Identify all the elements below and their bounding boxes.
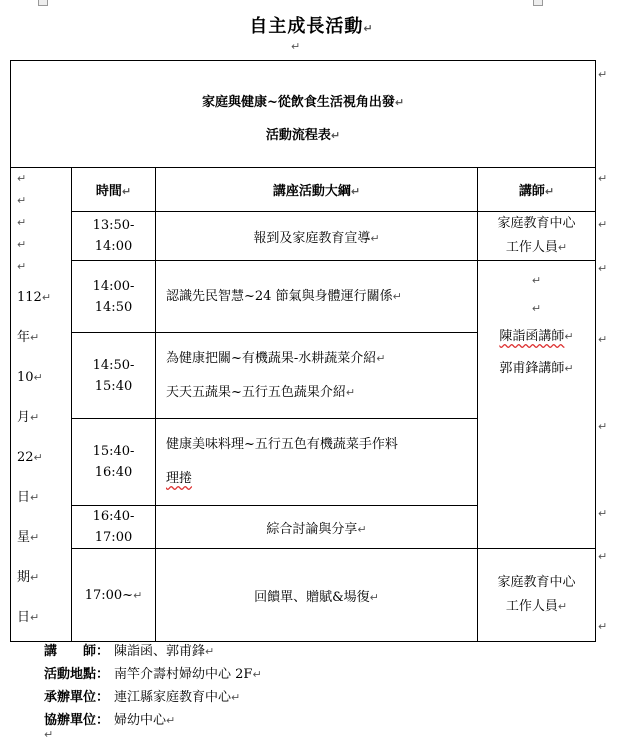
paragraph-mark: ↵ [531,302,542,315]
paragraph-mark: ↵ [33,371,43,384]
paragraph-mark: ↵ [30,611,40,624]
paragraph-mark: ↵ [205,645,215,658]
paragraph-mark: ↵ [252,668,262,681]
paragraph-mark: ↵ [291,40,301,53]
time-cell: 14:50- 15:40 [72,333,156,419]
paragraph-mark: ↵ [557,600,568,613]
time-cell: 15:40- 16:40 [72,419,156,506]
paragraph-mark: ↵ [17,216,27,229]
date-month-char: 月 [17,410,31,425]
paragraph-mark: ↵ [121,185,132,198]
outline-cell: 健康美味料理~五行五色有機蔬菜手作料 理捲 [156,419,478,506]
date-day-char: 日 [17,490,31,505]
paragraph-mark: ↵ [598,507,608,520]
paragraph-mark: ↵ [557,241,568,254]
paragraph-mark: ↵ [41,291,52,304]
date-month: 10 [17,370,34,385]
date-weekday-char1: 星 [17,530,31,545]
paragraph-mark: ↵ [598,68,608,81]
table-row [11,261,596,333]
column-header-time: 時間↵ [72,168,156,212]
paragraph-mark: ↵ [30,411,40,424]
paragraph-mark: ↵ [17,260,27,273]
column-header-row [11,168,596,212]
table-row [11,549,596,642]
paragraph-mark: ↵ [598,218,608,231]
paragraph-mark: ↵ [394,96,405,109]
paragraph-mark: ↵ [350,185,361,198]
outline-cell: 為健康把關~有機蔬果-水耕蔬菜介紹↵ 天天五蔬果~五行五色蔬果介紹↵ [156,333,478,419]
page-title-text: 自主成長活動 [249,16,364,37]
info-location: 活動地點： 南竿介壽村婦幼中心 2F↵ [44,667,262,682]
column-header-outline: 講座活動大綱↵ [156,168,478,212]
paragraph-mark: ↵ [564,362,574,375]
lecturer-cell: 家庭教育中心 工作人員↵ [478,549,596,642]
date-year-char: 年 [17,330,31,345]
date-weekday-char2: 期 [17,570,31,585]
paragraph-mark: ↵ [17,238,27,251]
time-cell: 14:00- 14:50 [72,261,156,333]
paragraph-mark: ↵ [392,289,402,303]
paragraph-mark: ↵ [30,491,40,504]
ruler-marker-left[interactable] [38,0,48,6]
paragraph-mark: ↵ [598,550,608,563]
table-heading-line2: 活動流程表 [265,128,331,143]
lecturer-cell: 家庭教育中心 工作人員↵ [478,212,596,261]
info-co-organizer: 協辦單位： 婦幼中心↵ [44,713,176,728]
info-organizer: 承辦單位： 連江縣家庭教育中心↵ [44,690,241,705]
date-year: 112 [17,290,42,305]
table-heading-cell [11,61,596,168]
paragraph-mark: ↵ [133,588,143,602]
table-row [11,212,596,261]
lecturer-cell-shared [478,261,596,549]
paragraph-mark: ↵ [30,331,40,344]
paragraph-mark: ↵ [231,691,241,704]
paragraph-mark: ↵ [598,172,608,185]
outline-cell: 回饋單、贈賦&場復↵ [156,549,478,642]
paragraph-mark: ↵ [370,231,380,245]
outline-cell: 綜合討論與分享↵ [156,506,478,549]
paragraph-mark: ↵ [598,333,608,346]
paragraph-mark: ↵ [544,185,555,198]
paragraph-mark: ↵ [369,590,379,604]
paragraph-mark: ↵ [363,22,374,35]
paragraph-mark: ↵ [357,522,367,536]
paragraph-mark: ↵ [166,714,176,727]
info-lecturer: 講 師： 陳詣函、郭甫鋒↵ [44,644,215,659]
ruler-marker-right[interactable] [533,0,543,6]
paragraph-mark: ↵ [17,194,27,207]
time-cell: 16:40- 17:00 [72,506,156,549]
lecturer-name-1: 陳詣函講師 [499,329,565,344]
paragraph-mark: ↵ [330,129,341,142]
paragraph-mark: ↵ [30,571,40,584]
paragraph-mark: ↵ [598,262,608,275]
event-info [44,640,262,732]
table-header-row [11,61,596,168]
paragraph-mark: ↵ [598,420,608,433]
time-cell: 13:50- 14:00 [72,212,156,261]
time-cell: 17:00~↵ [72,549,156,642]
paragraph-mark: ↵ [598,620,608,633]
paragraph-mark: ↵ [531,274,542,287]
outline-cell: 認識先民智慧~24 節氣與身體運行關係↵ [156,261,478,333]
page-title [0,12,623,38]
paragraph-mark: ↵ [30,531,40,544]
paragraph-mark: ↵ [33,451,43,464]
date-day: 22 [17,450,34,465]
paragraph-mark: ↵ [17,172,27,185]
table-heading-line1: 家庭與健康~從飲食生活視角出發 [201,95,395,110]
schedule-table [10,60,596,642]
lecturer-name-2: 郭甫鋒講師 [499,361,565,376]
paragraph-mark: ↵ [345,385,356,399]
date-cell [11,168,72,642]
outline-cell: 報到及家庭教育宣導↵ [156,212,478,261]
paragraph-mark: ↵ [44,728,54,741]
paragraph-mark: ↵ [564,330,574,343]
column-header-lecturer: 講師↵ [478,168,596,212]
date-weekday-char3: 日 [17,610,31,625]
paragraph-mark: ↵ [376,351,386,365]
